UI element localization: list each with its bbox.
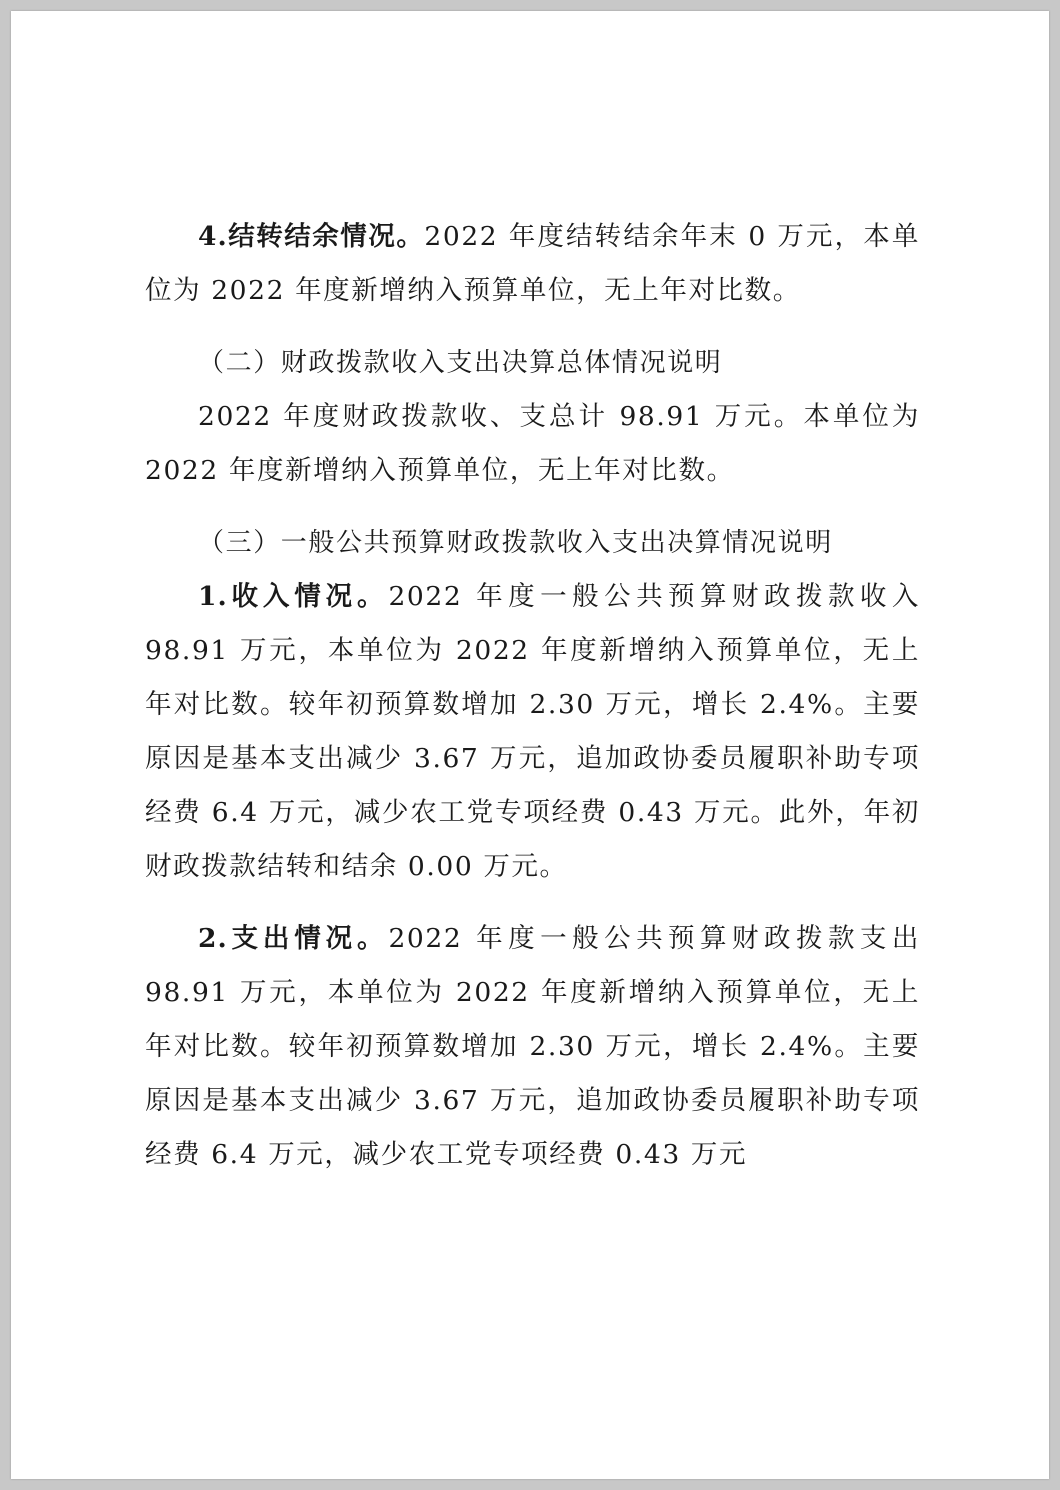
paragraph-lead: 2.支出情况。 <box>198 923 389 954</box>
paragraph-text: 2022 年度结转结余年末 0 万元，本单位为 2022 年度新增纳入预算单位，无上年对比数。 <box>145 221 921 306</box>
paragraph-text: 2022 年度一般公共预算财政拨款支出 98.91 万元，本单位为 2022 年度新增纳入预算单位，无上年对比数。较年初预算数增加 2.30 万元，增长 2.4%。主要原因是基本支出减少 3.67 万元，追加政协委员履职补助专项经费 6.4 万元，减少农工党专项经费 0.43 万元 <box>145 923 920 1170</box>
paragraph-income <box>145 570 920 894</box>
paragraph-carryover-balance <box>145 210 920 318</box>
paragraph-text: 2022 年度财政拨款收、支总计 98.91 万元。本单位为 2022 年度新增纳入预算单位，无上年对比数。 <box>145 401 920 486</box>
section-heading-fiscal-overview: （二）财政拨款收入支出决算总体情况说明 <box>198 348 723 378</box>
paragraph-lead: 1.收入情况。 <box>198 581 389 612</box>
document-body <box>145 210 920 1182</box>
paragraph-lead: 4.结转结余情况。 <box>198 221 425 252</box>
paragraph-text: 2022 年度一般公共预算财政拨款收入 98.91 万元，本单位为 2022 年度新增纳入预算单位，无上年对比数。较年初预算数增加 2.30 万元，增长 2.4%。主要原因是基本支出减少 3.67 万元，追加政协委员履职补助专项经费 6.4 万元，减少农工党专项经费 0.43 万元。此外，年初财政拨款结转和结余 0.00 万元。 <box>145 581 920 882</box>
paragraph-expenditure <box>145 912 920 1182</box>
section-heading-general-budget: （三）一般公共预算财政拨款收入支出决算情况说明 <box>198 528 833 558</box>
paragraph-fiscal-overview <box>145 390 920 498</box>
document-page <box>11 11 1049 1479</box>
